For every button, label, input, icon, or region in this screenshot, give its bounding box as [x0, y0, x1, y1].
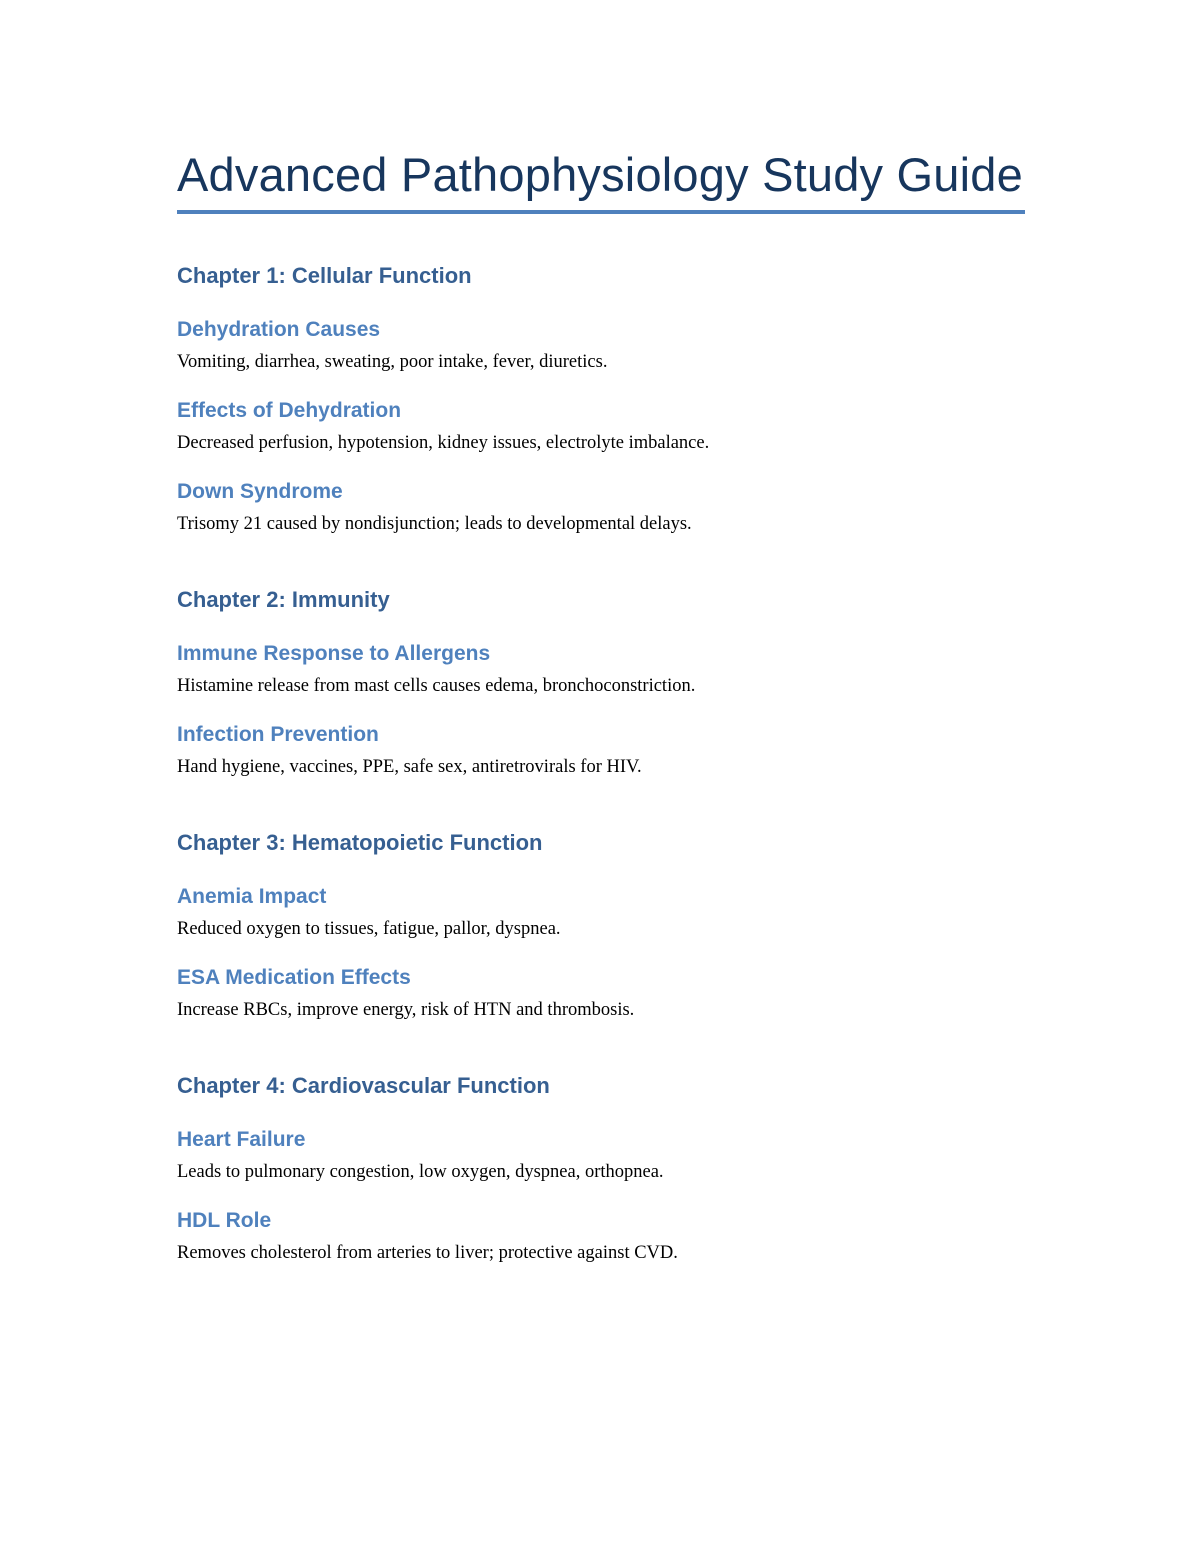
chapter-heading: Chapter 3: Hematopoietic Function: [177, 830, 543, 855]
chapter-3: [177, 828, 1025, 1023]
chapter-heading: Chapter 2: Immunity: [177, 587, 390, 612]
topic-body: Histamine release from mast cells causes edema, bronchoconstriction.: [177, 676, 696, 696]
topic-body: Increase RBCs, improve energy, risk of HTN and thrombosis.: [177, 1000, 635, 1020]
topic-heading: Anemia Impact: [177, 885, 327, 908]
topic-body: Removes cholesterol from arteries to liver; protective against CVD.: [177, 1243, 678, 1263]
topic-body: Vomiting, diarrhea, sweating, poor intake, fever, diuretics.: [177, 352, 608, 372]
topic-heading: Down Syndrome: [177, 480, 343, 503]
title-underline-rule: [177, 210, 1025, 214]
topic-esa-medication-effects: [177, 963, 1025, 1023]
topic-heading: Effects of Dehydration: [177, 399, 402, 422]
topic-body: Decreased perfusion, hypotension, kidney issues, electrolyte imbalance.: [177, 433, 710, 453]
topic-dehydration-causes: [177, 315, 1025, 375]
document-title: Advanced Pathophysiology Study Guide: [177, 148, 1023, 201]
topic-immune-response-to-allergens: [177, 639, 1025, 699]
chapter-heading: Chapter 1: Cellular Function: [177, 263, 472, 288]
topic-heart-failure: [177, 1125, 1025, 1185]
topic-heading: ESA Medication Effects: [177, 966, 411, 989]
topic-heading: Infection Prevention: [177, 723, 379, 746]
chapters-list: [177, 261, 1025, 1266]
topic-heading: Heart Failure: [177, 1128, 306, 1151]
topic-body: Trisomy 21 caused by nondisjunction; leads to developmental delays.: [177, 514, 692, 534]
topic-body: Hand hygiene, vaccines, PPE, safe sex, antiretrovirals for HIV.: [177, 757, 642, 777]
chapter-1: [177, 261, 1025, 537]
document-content: [177, 142, 1025, 1266]
topic-body: Leads to pulmonary congestion, low oxygen, dyspnea, orthopnea.: [177, 1162, 664, 1182]
topic-hdl-role: [177, 1206, 1025, 1266]
topic-heading: Dehydration Causes: [177, 318, 381, 341]
topic-down-syndrome: [177, 477, 1025, 537]
chapter-2: [177, 585, 1025, 780]
topic-infection-prevention: [177, 720, 1025, 780]
topic-anemia-impact: [177, 882, 1025, 942]
topic-effects-of-dehydration: [177, 396, 1025, 456]
chapter-heading: Chapter 4: Cardiovascular Function: [177, 1073, 550, 1098]
topic-body: Reduced oxygen to tissues, fatigue, pallor, dyspnea.: [177, 919, 561, 939]
topic-heading: HDL Role: [177, 1209, 272, 1232]
topic-heading: Immune Response to Allergens: [177, 642, 491, 665]
chapter-4: [177, 1071, 1025, 1266]
